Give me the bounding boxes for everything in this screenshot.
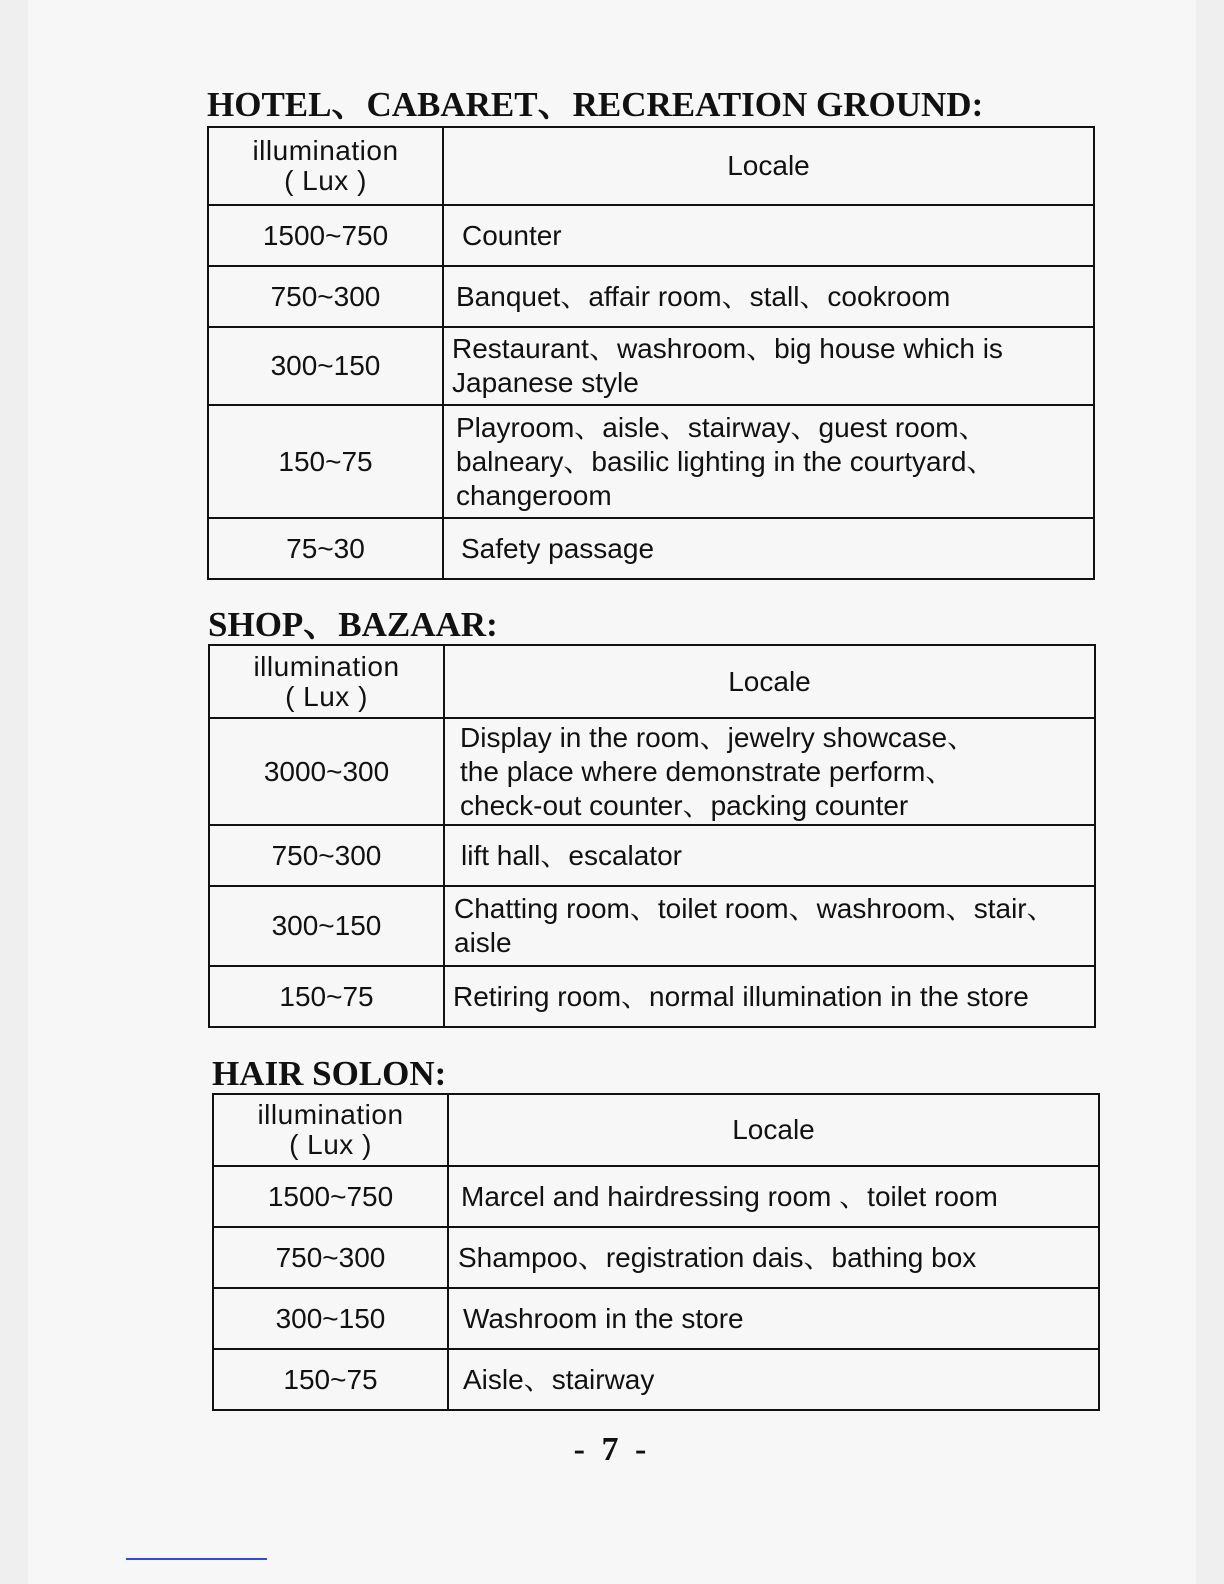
header-lux-unit: ( Lux ) — [284, 165, 367, 196]
table-row — [208, 518, 1094, 579]
locale-cell: Banquet、affair room、stall、cookroom — [443, 266, 1094, 327]
header-lux-unit: ( Lux ) — [285, 680, 368, 712]
lux-range: 75~30 — [208, 518, 443, 579]
table-row — [209, 825, 1095, 886]
table-row — [208, 405, 1094, 518]
locale-cell: Aisle、stairway — [448, 1349, 1099, 1410]
locale-cell: Safety passage — [443, 518, 1094, 579]
locale-cell: Restaurant、washroom、big house which is Japanese style — [443, 327, 1094, 405]
table-row — [208, 327, 1094, 405]
lux-range: 150~75 — [209, 966, 444, 1027]
locale-cell: Playroom、aisle、stairway、guest room、balneary、basilic lighting in the courtyard、changeroom — [443, 405, 1094, 518]
page-number: - 7 - — [573, 1431, 651, 1468]
locale-cell: Counter — [443, 205, 1094, 266]
table-row — [213, 1288, 1099, 1349]
locale-cell: Washroom in the store — [448, 1288, 1099, 1349]
header-illumination — [213, 1094, 448, 1166]
header-illumination — [208, 127, 443, 205]
lux-range: 3000~300 — [209, 718, 444, 825]
section-title: HOTEL、CABARET、RECREATION GROUND: — [207, 85, 984, 124]
section-hair-solon — [212, 1055, 1100, 1411]
header-locale: Locale — [448, 1094, 1099, 1166]
header-locale: Locale — [443, 127, 1094, 205]
section-hotel — [207, 86, 1095, 580]
locale-cell: Shampoo、registration dais、bathing box — [448, 1227, 1099, 1288]
table-row — [208, 205, 1094, 266]
lux-range: 750~300 — [213, 1227, 448, 1288]
illumination-table — [212, 1093, 1100, 1411]
table-header-row — [209, 645, 1095, 718]
locale-cell: Display in the room、jewelry showcase、the place where demonstrate perform、check-out counter、packing counter — [444, 718, 1095, 825]
locale-cell: Marcel and hairdressing room 、toilet room — [448, 1166, 1099, 1227]
blue-rule-line — [126, 1558, 267, 1560]
lux-range: 300~150 — [213, 1288, 448, 1349]
header-illumination-label: illumination — [257, 1099, 404, 1130]
illumination-table — [208, 644, 1096, 1028]
lux-range: 150~75 — [208, 405, 443, 518]
table-row — [213, 1349, 1099, 1410]
section-shop — [208, 606, 1096, 1028]
lux-range: 150~75 — [213, 1349, 448, 1410]
lux-range: 750~300 — [208, 266, 443, 327]
lux-range: 300~150 — [209, 886, 444, 966]
table-row — [209, 886, 1095, 966]
header-lux-unit: ( Lux ) — [289, 1129, 372, 1160]
illumination-table — [207, 126, 1095, 580]
section-title: SHOP、BAZAAR: — [208, 605, 498, 644]
lux-range: 1500~750 — [213, 1166, 448, 1227]
table-row — [209, 966, 1095, 1027]
table-row — [213, 1227, 1099, 1288]
table-row — [208, 266, 1094, 327]
lux-range: 750~300 — [209, 825, 444, 886]
locale-cell: Chatting room、toilet room、washroom、stair、aisle — [444, 886, 1095, 966]
page-edge-left — [0, 0, 28, 1584]
table-header-row — [213, 1094, 1099, 1166]
header-illumination — [209, 645, 444, 718]
header-illumination-label: illumination — [253, 650, 400, 682]
table-header-row — [208, 127, 1094, 205]
page-edge-right — [1196, 0, 1224, 1584]
header-illumination-label: illumination — [252, 135, 399, 166]
table-row — [213, 1166, 1099, 1227]
locale-cell: lift hall、escalator — [444, 825, 1095, 886]
lux-range: 300~150 — [208, 327, 443, 405]
header-locale: Locale — [444, 645, 1095, 718]
section-title: HAIR SOLON: — [212, 1054, 447, 1093]
lux-range: 1500~750 — [208, 205, 443, 266]
locale-cell: Retiring room、normal illumination in the store — [444, 966, 1095, 1027]
table-row — [209, 718, 1095, 825]
